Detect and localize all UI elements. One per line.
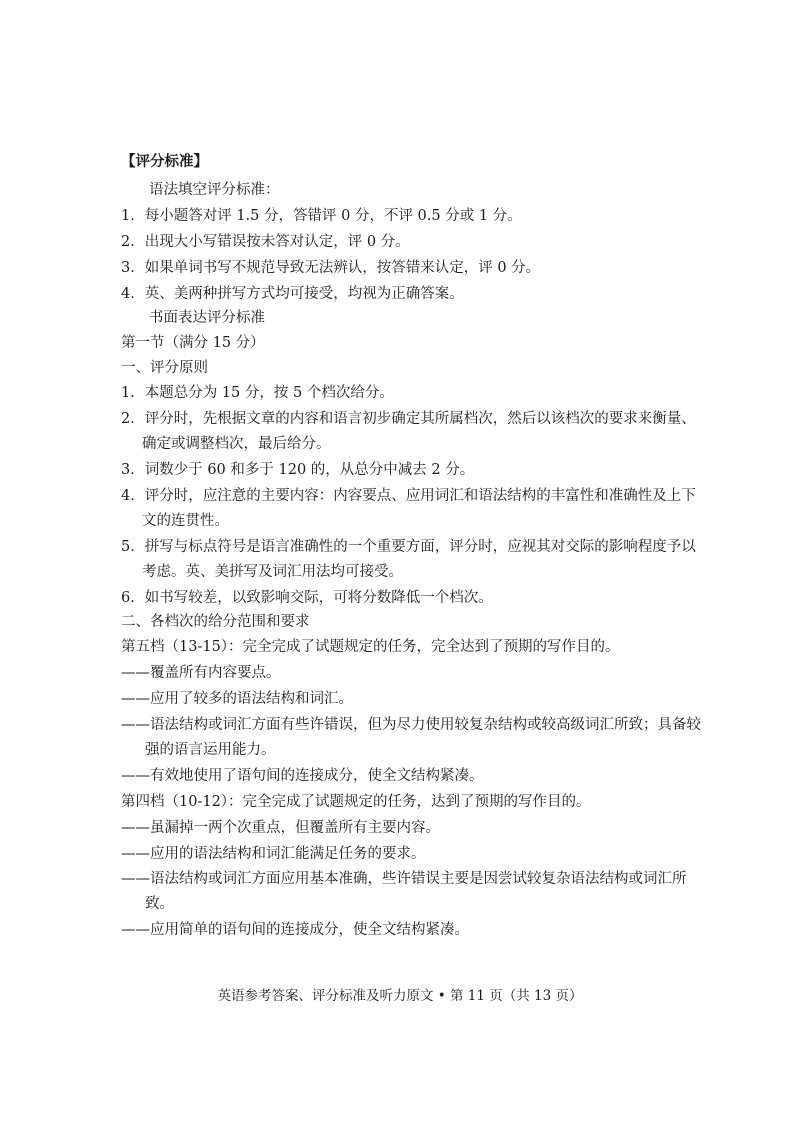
level-4-item-1: ——虽漏掉一两个次重点，但覆盖所有主要内容。 — [121, 820, 440, 836]
principle-6: 6．如书写较差，以致影响交际，可将分数降低一个档次。 — [121, 590, 493, 606]
principle-5-continued: 考虑。英、美拼写及词汇用法均可接受。 — [142, 564, 403, 580]
grammar-rule-3: 3．如果单词书写不规范导致无法辨认，按答错来认定，评 0 分。 — [121, 260, 541, 276]
level-5-title: 第五档（13-15）：完全完成了试题规定的任务，完全达到了预期的写作目的。 — [121, 639, 620, 655]
principle-4: 4．评分时，应注意的主要内容：内容要点、应用词汇和语法结构的丰富性和准确性及上下 — [121, 488, 696, 504]
level-4-item-4: ——应用简单的语句间的连接成分，使全文结构紧凑。 — [121, 922, 469, 938]
writing-title: 书面表达评分标准 — [149, 310, 265, 326]
level-4-item-2: ——应用的语法结构和词汇能满足任务的要求。 — [121, 846, 426, 862]
grammar-rule-2: 2．出现大小写错误按未答对认定，评 0 分。 — [121, 234, 410, 250]
principle-5: 5．拼写与标点符号是语言准确性的一个重要方面，评分时，应视其对交际的影响程度予以 — [121, 539, 696, 555]
level-4-item-3-continued: 致。 — [145, 896, 174, 912]
principle-1: 1．本题总分为 15 分，按 5 个档次给分。 — [121, 385, 394, 401]
level-4-title: 第四档（10-12）：完全完成了试题规定的任务，达到了预期的写作目的。 — [121, 794, 591, 810]
section-one: 第一节（满分 15 分） — [121, 335, 265, 351]
level-5-item-3-continued: 强的语言运用能力。 — [145, 742, 276, 758]
principle-2-continued: 确定或调整档次，最后给分。 — [142, 436, 331, 452]
principle-4-continued: 文的连贯性。 — [142, 513, 229, 529]
principle-3: 3．词数少于 60 和多于 120 的，从总分中减去 2 分。 — [121, 462, 475, 478]
grammar-rule-4: 4．英、美两种拼写方式均可接受，均视为正确答案。 — [121, 286, 464, 302]
level-5-item-4: ——有效地使用了语句间的连接成分，使全文结构紧凑。 — [121, 768, 484, 784]
levels-title: 二、各档次的给分范围和要求 — [121, 614, 310, 630]
level-5-item-1: ——覆盖所有内容要点。 — [121, 665, 281, 681]
level-4-item-3: ——语法结构或词汇方面应用基本准确，些许错误主要是因尝试较复杂语法结构或词汇所 — [121, 871, 687, 887]
principles-title: 一、评分原则 — [121, 360, 208, 376]
level-5-item-2: ——应用了较多的语法结构和词汇。 — [121, 691, 353, 707]
page-footer: 英语参考答案、评分标准及听力原文 • 第 11 页（共 13 页） — [217, 988, 583, 1004]
grammar-title: 语法填空评分标准： — [149, 182, 280, 198]
section-heading: 【评分标准】 — [121, 153, 208, 170]
level-5-item-3: ——语法结构或词汇方面有些许错误，但为尽力使用较复杂结构或较高级词汇所致；具备较 — [121, 717, 701, 733]
grammar-rule-1: 1．每小题答对评 1.5 分，答错评 0 分，不评 0.5 分或 1 分。 — [121, 208, 522, 224]
principle-2: 2．评分时，先根据文章的内容和语言初步确定其所属档次，然后以该档次的要求来衡量、 — [121, 411, 696, 427]
